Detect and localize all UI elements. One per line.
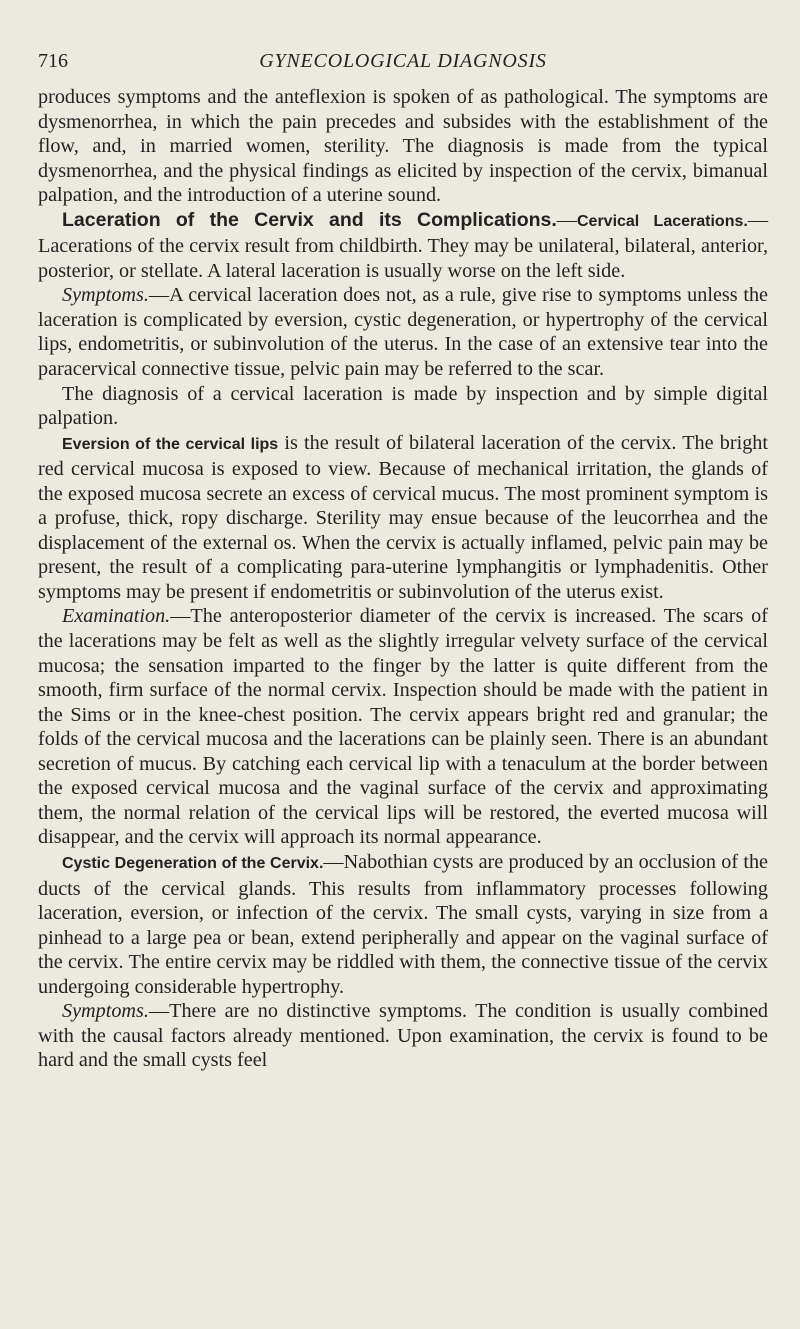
subheading-cervical-lacerations: Cervical Lacerations. bbox=[576, 212, 748, 230]
run-in-label-symptoms: Symptoms. bbox=[62, 1000, 149, 1023]
paragraph-continuation: produces symptoms and the anteflexion is spoken of as pathological. The symptoms are dysmenorrhea, in which the pain precedes and subsides with the establishment of the flow, and, in married women, sterility. The diagnosis is made from the typical dysmenorrhea, and the physical findings as elicited by inspection of the cervix, bimanual palpation, and the introduction of a uterine sound. bbox=[38, 86, 768, 207]
paragraph-cervical-lacerations bbox=[38, 208, 768, 284]
paragraph-text: —Lacerations of the cervix result from childbirth. They may be unilateral, bilateral, anterior, posterior, or stellate. A lateral laceration is usually worse on the left side. bbox=[38, 208, 769, 282]
paragraph-symptoms bbox=[38, 283, 768, 381]
paragraph-symptoms-cystic bbox=[38, 999, 768, 1073]
paragraph-text: —There are no distinctive symptoms. The condition is usually combined with the causal factors already mentioned. Upon examination, the cervix is found to be hard and the small cysts feel bbox=[38, 1000, 768, 1072]
paragraph-eversion bbox=[38, 431, 768, 605]
paragraph-examination bbox=[38, 604, 768, 849]
page-number: 716 bbox=[38, 50, 68, 72]
heading-dash: — bbox=[556, 208, 577, 231]
subheading-eversion: Eversion of the cervical lips bbox=[62, 435, 279, 453]
page-header bbox=[38, 50, 768, 78]
run-in-label-symptoms: Symptoms. bbox=[62, 284, 149, 307]
paragraph-cystic-degeneration bbox=[38, 850, 768, 999]
running-head: GYNECOLOGICAL DIAGNOSIS bbox=[259, 50, 547, 72]
body-text bbox=[38, 85, 768, 1073]
paragraph-text: —Nabothian cysts are produced by an occlusion of the ducts of the cervical glands. This results from inflammatory processes following laceration, eversion, or infection of the cervix. The small cysts, varying in size from a pinhead to a large pea or bean, extend peripherally and appear on the vaginal surface of the cervix. The entire cervix may be riddled with them, the connective tissue of the cervix undergoing considerable hypertrophy. bbox=[38, 850, 769, 998]
subheading-cystic-degeneration: Cystic Degeneration of the Cervix. bbox=[62, 854, 324, 872]
paragraph-text: —The anteroposterior diameter of the cervix is increased. The scars of the lacerations may be felt as well as the slightly irregular velvety surface of the cervical mucosa; the sensation imparted to the finger by the latter is quite different from the smooth, firm surface of the normal cervix. Inspection should be made with the patient in the Sims or in the knee-chest position. The cervix appears bright red and granular; the folds of the cervical mucosa and the lacerations can be plainly seen. There is an abundant secretion of mucus. By catching each cervical lip with a tenaculum at the border between the exposed cervical mucosa and the vaginal surface of the cervix and approximating them, the normal relation of the cervical lips will be restored, the everted mucosa will disappear, and the cervix will approach its normal appearance. bbox=[38, 605, 768, 849]
paragraph-text: —A cervical laceration does not, as a rule, give rise to symptoms unless the laceration is complicated by eversion, cystic degeneration, or hypertrophy of the cervical lips, endometritis, or subinvolution of the uterus. In the case of an extensive tear into the paracervical connective tissue, pelvic pain may be referred to the scar. bbox=[38, 284, 768, 381]
run-in-label-examination: Examination. bbox=[62, 605, 171, 628]
paragraph-text: is the result of bilateral laceration of the cervix. The bright red cervical mucosa is exposed to view. Because of mechanical irritation, the glands of the exposed mucosa secrete an excess of cervical mucus. The most prominent symptom is a profuse, thick, ropy discharge. Sterility may ensue because of the leucorrhea and the displacement of the external os. When the cervix is actually inflamed, pelvic pain may be present, the result of a complicating para-uterine lymphangitis or lymphadenitis. Other symptoms may be present if endometritis or subinvolution of the uterus exist. bbox=[38, 431, 769, 603]
section-heading-laceration: Laceration of the Cervix and its Complications. bbox=[62, 208, 557, 231]
paragraph-diagnosis: The diagnosis of a cervical laceration is made by inspection and by simple digital palpation. bbox=[38, 382, 768, 430]
